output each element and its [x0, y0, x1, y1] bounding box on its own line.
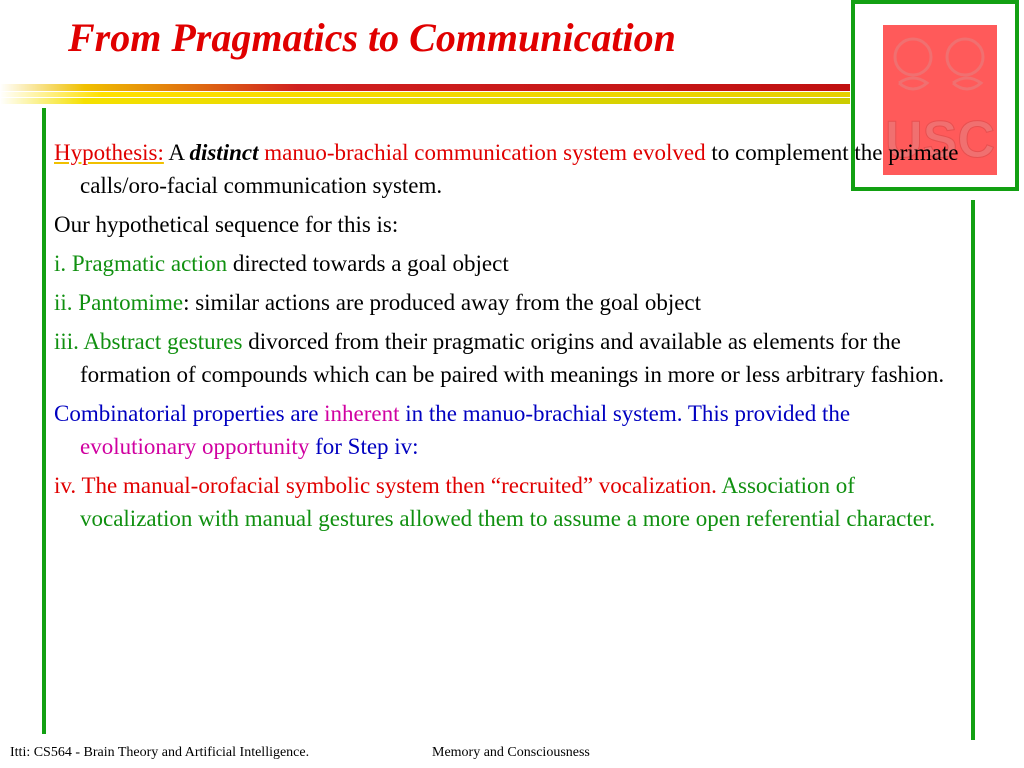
right-green-rule [971, 200, 975, 740]
sequence-intro: Our hypothetical sequence for this is: [54, 212, 399, 237]
logo-text: USC [885, 111, 995, 169]
hypothesis-part1: A [163, 140, 190, 165]
step-4 [54, 469, 966, 535]
hypothesis-part3: to complement the primate calls/oro-facial communication system. [80, 140, 959, 198]
combinatorial-inherent: inherent [324, 401, 400, 426]
step-1-head: i. Pragmatic action [54, 251, 228, 276]
step-4-head: iv. The manual-orofacial symbolic system then “recruited” vocalization. [54, 473, 717, 498]
combinatorial-opportunity: evolutionary opportunity [80, 434, 310, 459]
footer-topic: Memory and Consciousness [432, 745, 590, 760]
hypothesis-label: Hypothesis: [54, 140, 164, 165]
left-green-rule [42, 108, 46, 734]
slide-body [54, 136, 966, 541]
step-2-rest: : similar actions are produced away from the goal object [183, 290, 702, 315]
step-2 [54, 286, 966, 319]
step-2-head: ii. Pantomime [54, 290, 184, 315]
title-stripe-olive [0, 98, 850, 104]
step-3 [54, 325, 966, 391]
combinatorial-a: Combinatorial properties are [54, 401, 325, 426]
hypothesis-paragraph [54, 136, 966, 202]
step-4-rest: Association of vocalization with manual gestures allowed them to assume a more open referential character. [80, 473, 936, 531]
step-3-rest: divorced from their pragmatic origins and available as elements for the formation of compounds which can be paired with meanings in more or less arbitrary fashion. [80, 329, 945, 387]
title-stripe-red [0, 84, 850, 91]
step-1-rest: directed towards a goal object [227, 251, 509, 276]
step-1 [54, 247, 966, 280]
combinatorial-c: in the manuo-brachial system. This provided the [399, 401, 851, 426]
slide-title: From Pragmatics to Communication [68, 15, 676, 60]
hypothesis-distinct: distinct [189, 140, 259, 165]
footer-course: Itti: CS564 - Brain Theory and Artificial Intelligence. [10, 745, 310, 760]
title-stripe-yellow [0, 92, 850, 97]
combinatorial-e: for Step iv: [309, 434, 419, 459]
hypothesis-part2: manuo-brachial communication system evolved [258, 140, 706, 165]
combinatorial-paragraph [54, 397, 966, 463]
step-3-head: iii. Abstract gestures [54, 329, 243, 354]
